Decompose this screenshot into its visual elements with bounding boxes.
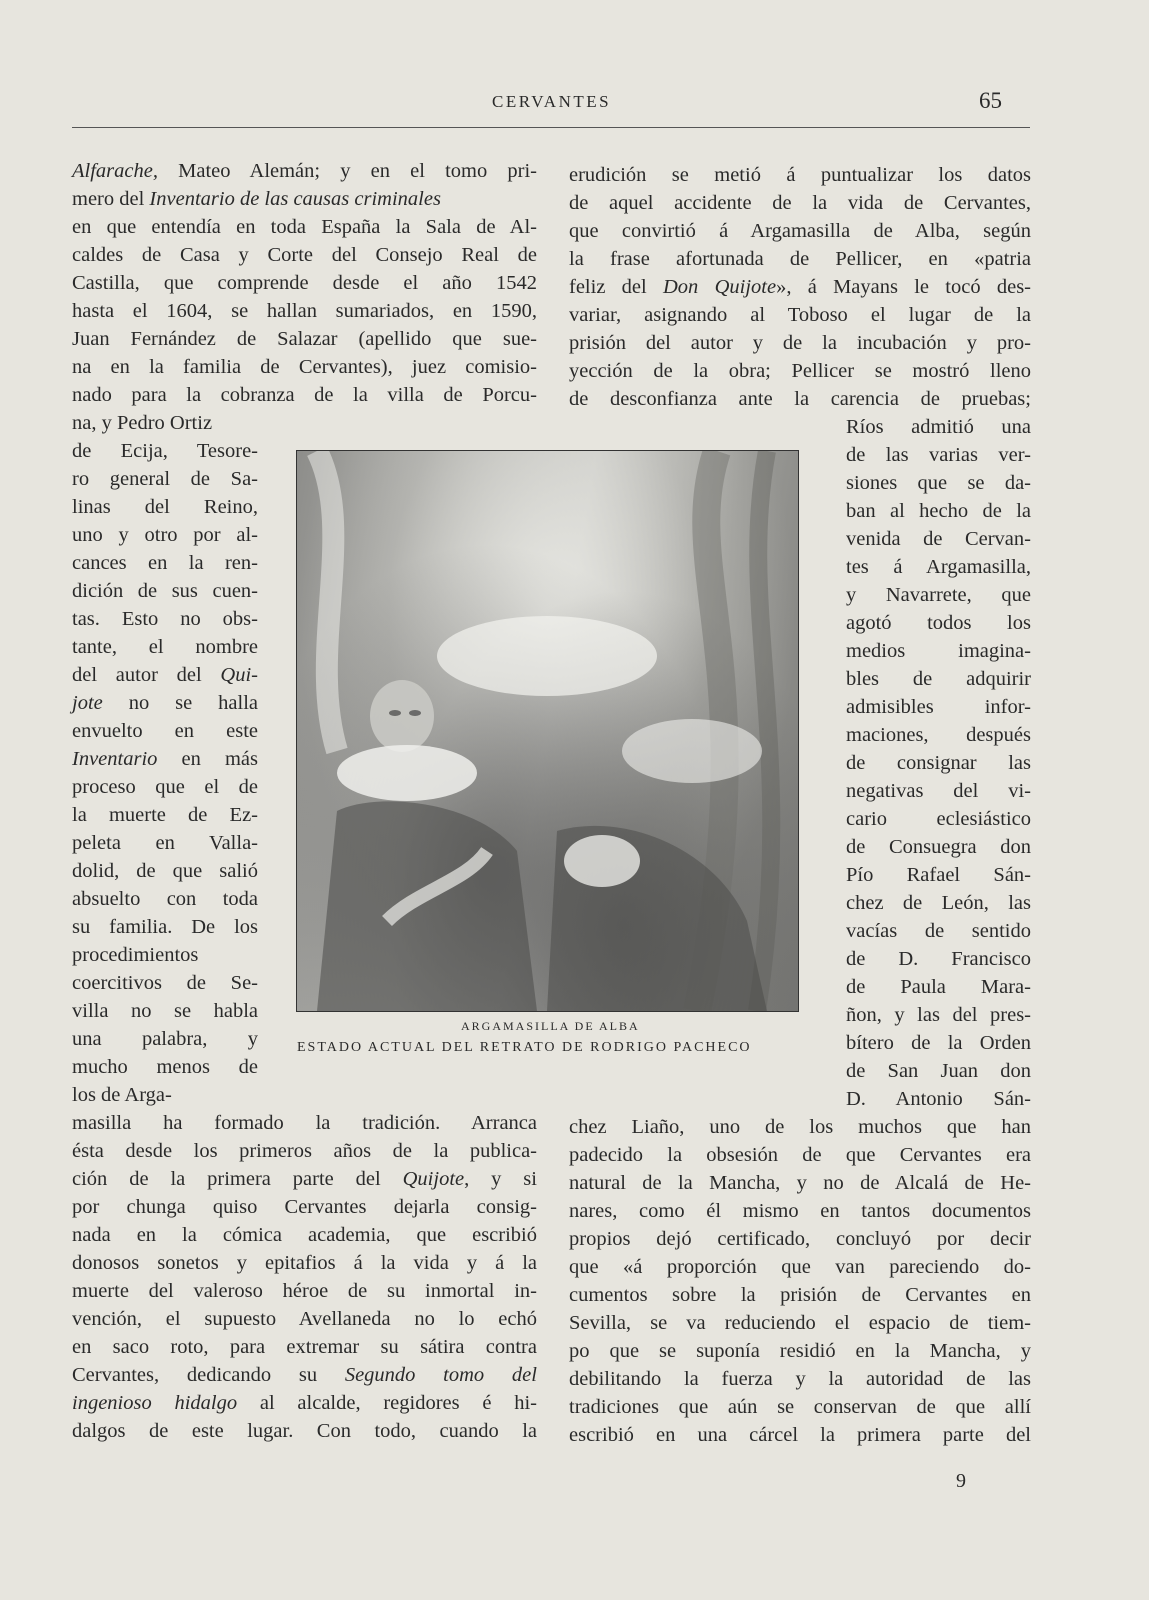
text-line: de D. Francisco <box>846 948 1031 970</box>
text-line: venida de Cervan- <box>846 528 1031 550</box>
text-line: muerte del valeroso héroe de su inmortal in- <box>72 1280 537 1302</box>
text-line: mero del Inventario de las causas criminales <box>72 188 441 210</box>
text-line: siones que se da- <box>846 472 1031 494</box>
text-line: proceso que el de <box>72 776 258 798</box>
text-line: bles de adquirir <box>846 668 1031 690</box>
text-line: ñon, y las del pres- <box>846 1004 1031 1026</box>
caption-place: ARGAMASILLA DE ALBA <box>461 1019 640 1033</box>
header-rule <box>72 127 1030 128</box>
text-line: dición de sus cuen- <box>72 580 258 602</box>
text-line: de las varias ver- <box>846 444 1031 466</box>
text-line: tes á Argamasilla, <box>846 556 1031 578</box>
text-line: que convirtió á Argamasilla de Alba, según <box>569 220 1031 242</box>
text-line: chez de León, las <box>846 892 1031 914</box>
text-line: Ríos admitió una <box>846 416 1031 438</box>
text-line: en saco roto, para extremar su sátira contra <box>72 1336 537 1358</box>
text-line: dolid, de que salió <box>72 860 258 882</box>
text-line: Castilla, que comprende desde el año 1542 <box>72 272 537 294</box>
text-line: de Ecija, Tesore- <box>72 440 258 462</box>
text-line: Inventario en más <box>72 748 258 770</box>
text-line: dalgos de este lugar. Con todo, cuando la <box>72 1420 537 1442</box>
text-line: hasta el 1604, se hallan sumariados, en 1590, <box>72 300 537 322</box>
text-line: uno y otro por al- <box>72 524 258 546</box>
text-line: nares, como él mismo en tantos documentos <box>569 1200 1031 1222</box>
text-line: ésta desde los primeros años de la publica- <box>72 1140 537 1162</box>
text-line: Alfarache, Mateo Alemán; y en el tomo pri- <box>72 160 537 182</box>
text-line: variar, asignando al Toboso el lugar de la <box>569 304 1031 326</box>
caption-title: ESTADO ACTUAL DEL RETRATO DE RODRIGO PACHECO <box>297 1040 752 1055</box>
text-line: vención, el supuesto Avellaneda no lo echó <box>72 1308 537 1330</box>
text-line: envuelto en este <box>72 720 258 742</box>
portrait-drawing <box>297 451 798 1011</box>
text-line: padecido la obsesión de que Cervantes era <box>569 1144 1031 1166</box>
text-line: procedimientos <box>72 944 199 966</box>
text-line: cumentos sobre la prisión de Cervantes en <box>569 1284 1031 1306</box>
text-line: ro general de Sa- <box>72 468 258 490</box>
text-line: y Navarrete, que <box>846 584 1031 606</box>
text-line: Juan Fernández de Salazar (apellido que sue- <box>72 328 537 350</box>
text-line: debilitando la fuerza y la autoridad de las <box>569 1368 1031 1390</box>
text-line: la frase afortunada de Pellicer, en «patria <box>569 248 1031 270</box>
text-line: la muerte de Ez- <box>72 804 258 826</box>
text-line: agotó todos los <box>846 612 1031 634</box>
text-line: por chunga quiso Cervantes dejarla consig- <box>72 1196 537 1218</box>
text-line: na, y Pedro Ortiz <box>72 412 213 434</box>
text-line: prisión del autor y de la incubación y pro- <box>569 332 1031 354</box>
text-line: feliz del Don Quijote», á Mayans le tocó des- <box>569 276 1032 298</box>
text-line: de consignar las <box>846 752 1031 774</box>
text-line: Cervantes, dedicando su Segundo tomo del <box>72 1364 537 1386</box>
text-line: chez Liaño, uno de los muchos que han <box>569 1116 1031 1138</box>
text-line: cario eclesiástico <box>846 808 1031 830</box>
text-line: tas. Esto no obs- <box>72 608 258 630</box>
text-line: ingenioso hidalgo al alcalde, regidores é hi- <box>72 1392 538 1414</box>
text-line: cances en la ren- <box>72 552 258 574</box>
text-line: nado para la cobranza de la villa de Porcu- <box>72 384 537 406</box>
running-title: CERVANTES <box>492 92 612 111</box>
text-line: escribió en una cárcel la primera parte del <box>569 1424 1031 1446</box>
text-line: maciones, después <box>846 724 1031 746</box>
text-line: nada en la cómica academia, que escribió <box>72 1224 537 1246</box>
text-line: masilla ha formado la tradición. Arranca <box>72 1112 537 1134</box>
text-line: de aquel accidente de la vida de Cervantes, <box>569 192 1031 214</box>
text-line: que «á proporción que van pareciendo do- <box>569 1256 1031 1278</box>
text-line: propios dejó certificado, concluyó por decir <box>569 1228 1031 1250</box>
text-line: admisibles infor- <box>846 696 1031 718</box>
text-line: donosos sonetos y epitafios á la vida y á la <box>72 1252 537 1274</box>
text-line: negativas del vi- <box>846 780 1031 802</box>
text-line: villa no se habla <box>72 1000 258 1022</box>
text-line: caldes de Casa y Corte del Consejo Real de <box>72 244 537 266</box>
text-line: de Paula Mara- <box>846 976 1031 998</box>
text-line: los de Arga- <box>72 1084 172 1106</box>
text-line: de San Juan don <box>846 1060 1031 1082</box>
text-line: absuelto con toda <box>72 888 258 910</box>
text-line: su familia. De los <box>72 916 258 938</box>
text-line: tante, el nombre <box>72 636 258 658</box>
text-line: erudición se metió á puntualizar los datos <box>569 164 1031 186</box>
text-line: po que se suponía residió en la Mancha, y <box>569 1340 1031 1362</box>
text-line: de Consuegra don <box>846 836 1031 858</box>
text-line: na en la familia de Cervantes), juez comisio- <box>72 356 537 378</box>
portrait-photograph <box>296 450 799 1012</box>
text-line: D. Antonio Sán- <box>846 1088 1031 1110</box>
text-line: mucho menos de <box>72 1056 258 1078</box>
text-line: de desconfianza ante la carencia de pruebas; <box>569 388 1031 410</box>
text-line: Pío Rafael Sán- <box>846 864 1031 886</box>
page-number: 65 <box>979 88 1002 113</box>
text-line: tradiciones que aún se conservan de que allí <box>569 1396 1031 1418</box>
text-line: jote no se halla <box>72 692 258 714</box>
text-line: medios imagina- <box>846 640 1031 662</box>
text-line: Sevilla, se va reduciendo el espacio de tiem- <box>569 1312 1031 1334</box>
text-line: vacías de sentido <box>846 920 1031 942</box>
text-line: bítero de la Orden <box>846 1032 1031 1054</box>
text-line: natural de la Mancha, y no de Alcalá de He- <box>569 1172 1031 1194</box>
text-line: ción de la primera parte del Quijote, y si <box>72 1168 537 1190</box>
text-line: ban al hecho de la <box>846 500 1031 522</box>
text-line: peleta en Valla- <box>72 832 258 854</box>
text-line: yección de la obra; Pellicer se mostró lleno <box>569 360 1031 382</box>
signature-mark: 9 <box>956 1470 966 1492</box>
text-line: una palabra, y <box>72 1028 258 1050</box>
text-line: en que entendía en toda España la Sala de Al- <box>72 216 537 238</box>
text-line: del autor del Qui- <box>72 664 258 686</box>
text-line: coercitivos de Se- <box>72 972 258 994</box>
text-line: linas del Reino, <box>72 496 258 518</box>
